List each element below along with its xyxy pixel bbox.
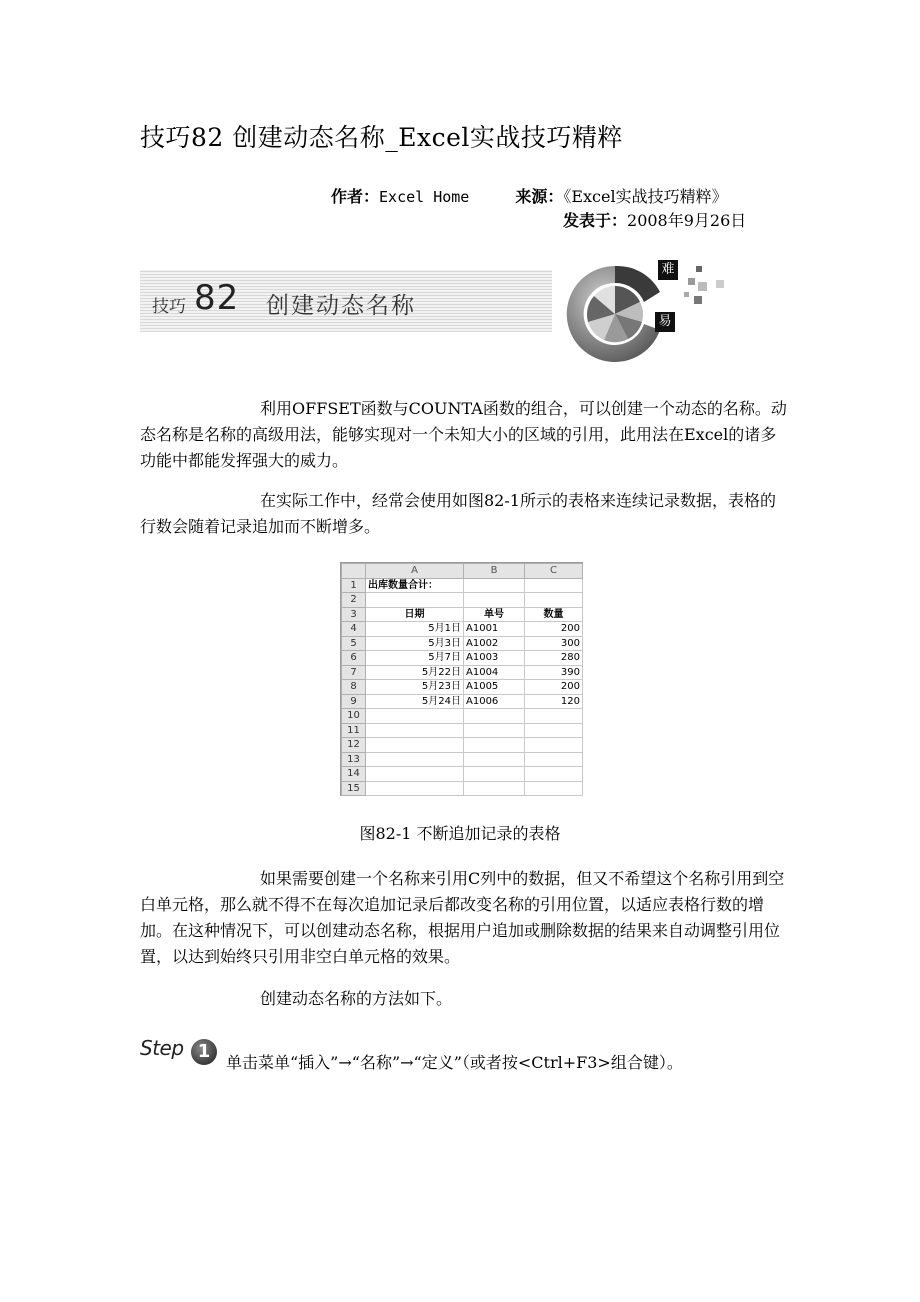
step-number-icon: 1 <box>191 1039 217 1065</box>
author-value: Excel Home <box>379 188 470 206</box>
data-row <box>342 651 583 666</box>
id-cell: A1006 <box>464 694 525 709</box>
row-number: 2 <box>342 593 366 608</box>
header-cell: 单号 <box>464 607 525 622</box>
date-cell: 5月7日 <box>366 651 464 666</box>
empty-row <box>342 752 583 767</box>
row-number: 13 <box>342 752 366 767</box>
id-cell: A1001 <box>464 622 525 637</box>
paragraph-1-text: 利用OFFSET函数与COUNTA函数的组合，可以创建一个动态的名称。动态名称是名称的高级用法，能够实现对一个未知大小的区域的引用，此用法在Excel的诸多功能中都能发挥强大的威力。 <box>140 399 787 470</box>
data-row <box>342 665 583 680</box>
row-number: 1 <box>342 578 366 593</box>
row-number: 15 <box>342 781 366 796</box>
qty-cell: 120 <box>525 694 583 709</box>
column-header: A <box>366 564 464 579</box>
empty-row <box>342 709 583 724</box>
empty-row <box>342 781 583 796</box>
empty-row <box>342 723 583 738</box>
data-row <box>342 680 583 695</box>
source-label: 来源： <box>515 187 564 206</box>
document-title: 技巧82 创建动态名称_Excel实战技巧精粹 <box>140 123 623 152</box>
data-row <box>342 694 583 709</box>
row-number: 11 <box>342 723 366 738</box>
banner-prefix: 技巧 <box>152 297 186 317</box>
row-number: 12 <box>342 738 366 753</box>
step-word: Step <box>140 1036 184 1060</box>
banner-number: 82 <box>194 278 240 318</box>
spreadsheet-table <box>341 563 583 796</box>
row-number: 5 <box>342 636 366 651</box>
row-number: 6 <box>342 651 366 666</box>
header-cell: 数量 <box>525 607 583 622</box>
qty-cell: 280 <box>525 651 583 666</box>
qty-cell: 200 <box>525 622 583 637</box>
column-header-row <box>342 564 583 579</box>
author-label: 作者： <box>331 187 380 206</box>
id-cell: A1004 <box>464 665 525 680</box>
data-row <box>342 622 583 637</box>
qty-cell: 300 <box>525 636 583 651</box>
sheet-row <box>342 607 583 622</box>
date-line <box>563 208 746 231</box>
paragraph-2-text: 在实际工作中，经常会使用如图82-1所示的表格来连续记录数据，表格的行数会随着记录追加而不断增多。 <box>140 491 776 536</box>
paragraph-2 <box>140 488 788 540</box>
paragraph-1 <box>140 396 788 474</box>
id-cell: A1002 <box>464 636 525 651</box>
step-1-text: 单击菜单“插入”→“名称”→“定义”（或者按<Ctrl+F3>组合键）。 <box>226 1053 683 1072</box>
difficulty-pie-icon <box>560 252 670 372</box>
paragraph-4 <box>140 986 788 1012</box>
date-cell: 5月24日 <box>366 694 464 709</box>
source-value: 《Excel实战技巧精粹》 <box>563 187 728 206</box>
header-cell: 日期 <box>366 607 464 622</box>
difficulty-graphic <box>560 252 740 372</box>
row-number: 8 <box>342 680 366 695</box>
data-row <box>342 636 583 651</box>
row-number: 9 <box>342 694 366 709</box>
id-cell: A1005 <box>464 680 525 695</box>
row-number: 10 <box>342 709 366 724</box>
figure-caption: 图82-1 不断追加记录的表格 <box>359 824 561 843</box>
spreadsheet-figure <box>340 562 583 796</box>
date-label: 发表于： <box>563 211 628 230</box>
tip-banner <box>140 270 552 332</box>
title-cell: 出库数量合计： <box>366 578 464 593</box>
empty-row <box>342 767 583 782</box>
decorative-squares-icon <box>680 262 740 322</box>
qty-cell: 200 <box>525 680 583 695</box>
corner-cell <box>342 564 366 579</box>
sheet-row <box>342 593 583 608</box>
date-cell: 5月3日 <box>366 636 464 651</box>
paragraph-3-text: 如果需要创建一个名称来引用C列中的数据，但又不希望这个名称引用到空白单元格，那么就不得不在每次追加记录后都改变名称的引用位置，以适应表格行数的增加。在这种情况下，可以创建动态名称，根据用户追加或删除数据的结果来自动调整引用位置，以达到始终只引用非空白单元格的效果。 <box>140 869 785 966</box>
date-cell: 5月1日 <box>366 622 464 637</box>
qty-cell: 390 <box>525 665 583 680</box>
date-value: 2008年9月26日 <box>627 211 747 230</box>
row-number: 14 <box>342 767 366 782</box>
sheet-row <box>342 578 583 593</box>
paragraph-4-text: 创建动态名称的方法如下。 <box>260 989 453 1008</box>
column-header: C <box>525 564 583 579</box>
row-number: 7 <box>342 665 366 680</box>
paragraph-3 <box>140 866 788 970</box>
difficulty-hard-label: 难 <box>658 260 678 280</box>
column-header: B <box>464 564 525 579</box>
difficulty-easy-label: 易 <box>655 312 675 332</box>
row-number: 4 <box>342 622 366 637</box>
date-cell: 5月22日 <box>366 665 464 680</box>
date-cell: 5月23日 <box>366 680 464 695</box>
empty-row <box>342 738 583 753</box>
id-cell: A1003 <box>464 651 525 666</box>
banner-name: 创建动态名称 <box>266 293 416 319</box>
row-number: 3 <box>342 607 366 622</box>
author-source-line <box>331 184 728 207</box>
